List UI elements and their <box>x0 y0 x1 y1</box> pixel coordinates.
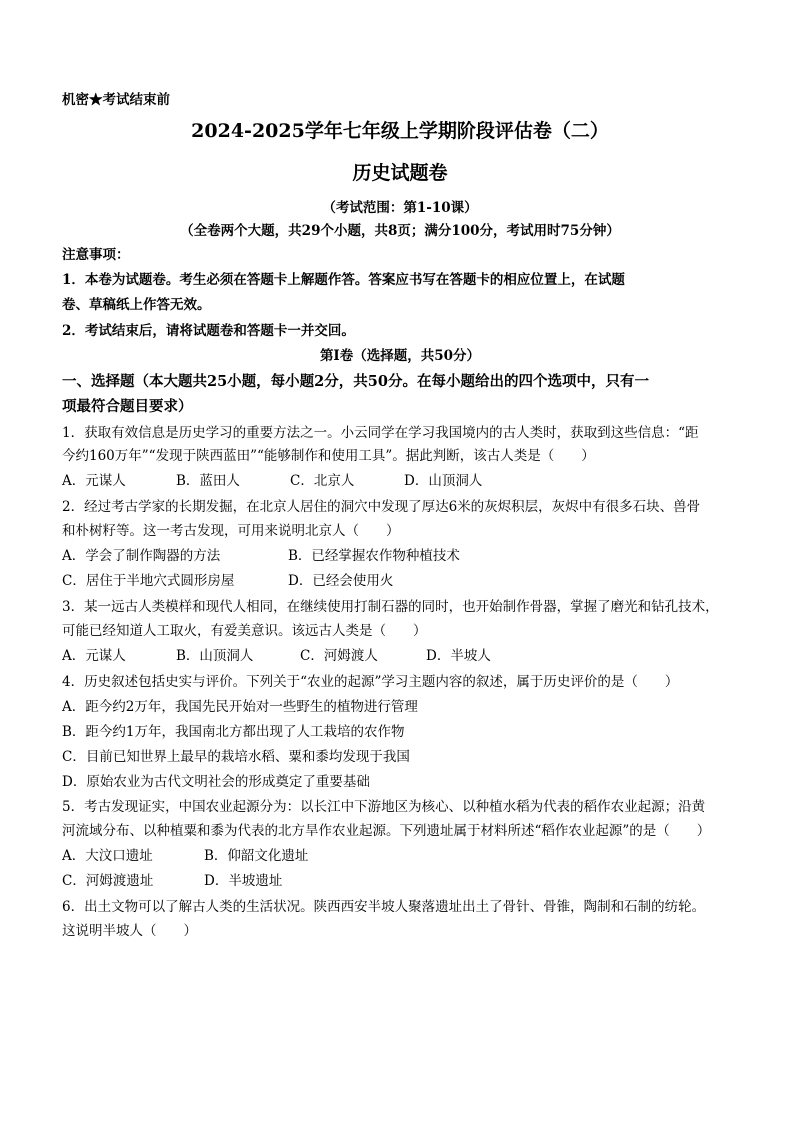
option-a: A．学会了制作陶器的方法 <box>62 548 221 564</box>
question-6-stem-cont: 这说明半坡人（ ） <box>62 923 197 939</box>
question-4-stem: 4．历史叙述包括史实与评价。下列关于“农业的起源”学习主题内容的叙述，属于历史评价的是（ ） <box>62 674 679 690</box>
option-a: A．元谋人 <box>62 473 126 489</box>
option-b: B．已经掌握农作物种植技术 <box>288 548 460 564</box>
section-instructions: 一、选择题（本大题共25小题，每小题2分，共50分。在每小题给出的四个选项中，只有一 <box>62 373 649 390</box>
subject-title: 历史试题卷 <box>352 162 448 184</box>
option-d: D．原始农业为古代文明社会的形成奠定了重要基础 <box>62 774 370 790</box>
question-3-stem-cont: 可能已经知道人工取火，有爱美意识。该远古人类是（ ） <box>62 623 427 639</box>
exam-title: 2024-2025学年七年级上学期阶段评估卷（二） <box>191 120 609 142</box>
question-2-stem-cont: 和朴树籽等。这一考古发现，可用来说明北京人（ ） <box>62 523 400 539</box>
question-5-stem-cont: 河流域分布、以种植粟和黍为代表的北方旱作农业起源。下列遗址属于材料所述“稻作农业起源”的是（ ） <box>62 823 711 839</box>
option-c: C．河姆渡遗址 <box>62 873 154 889</box>
option-b: B．蓝田人 <box>176 473 240 489</box>
option-a: A．大汶口遗址 <box>62 848 153 864</box>
question-2-stem: 2．经过考古学家的长期发掘，在北京人居住的洞穴中发现了厚达6米的灰烬积层，灰烬中有很多石块、兽骨 <box>62 499 701 515</box>
notice-heading: 注意事项： <box>62 247 130 263</box>
confidential-mark: 机密★考试结束前 <box>62 92 170 108</box>
notice-item-1-cont: 卷、草稿纸上作答无效。 <box>62 297 211 313</box>
option-c: C．居住于半地穴式圆形房屋 <box>62 573 235 589</box>
option-a: A．距今约2万年，我国先民开始对一些野生的植物进行管理 <box>62 699 418 715</box>
question-3-stem: 3．某一远古人类模样和现代人相同，在继续使用打制石器的同时，也开始制作骨器，掌握了磨光和钻孔技术， <box>62 599 719 615</box>
option-d: D．山顶洞人 <box>404 473 483 489</box>
part1-heading: 第Ⅰ卷（选择题，共50分） <box>319 348 481 364</box>
option-d: D．半坡遗址 <box>204 873 283 889</box>
option-a: A．元谋人 <box>62 648 126 664</box>
exam-info: （全卷两个大题，共29个小题，共8页；满分100分，考试用时75分钟） <box>180 223 620 239</box>
question-1-stem: 1．获取有效信息是历史学习的重要方法之一。小云同学在学习我国境内的古人类时，获取到这些信息：“距 <box>62 425 699 441</box>
question-1-stem-cont: 今约160万年”“发现于陕西蓝田”“能够制作和使用工具”。据此判断，该古人类是（ ） <box>62 448 595 464</box>
option-b: B．距今约1万年，我国南北方都出现了人工栽培的农作物 <box>62 724 405 740</box>
notice-item-1: 1．本卷为试题卷。考生必须在答题卡上解题作答。答案应书写在答题卡的相应位置上，在试题 <box>62 272 625 288</box>
option-c: C．北京人 <box>290 473 355 489</box>
option-b: B．山顶洞人 <box>176 648 254 664</box>
exam-scope: （考试范围：第1-10课） <box>322 200 478 216</box>
question-5-stem: 5．考古发现证实，中国农业起源分为：以长江中下游地区为核心、以种植水稻为代表的稻作农业起源；沿黄 <box>62 799 706 815</box>
option-d: D．已经会使用火 <box>288 573 394 589</box>
notice-item-2: 2．考试结束后，请将试题卷和答题卡一并交回。 <box>62 323 355 339</box>
option-c: C．河姆渡人 <box>300 648 378 664</box>
question-6-stem: 6．出土文物可以了解古人类的生活状况。陕西西安半坡人聚落遗址出土了骨针、骨锥，陶制和石制的纺轮。 <box>62 899 706 915</box>
option-d: D．半坡人 <box>426 648 491 664</box>
option-b: B．仰韶文化遗址 <box>204 848 309 864</box>
section-instructions-cont: 项最符合题目要求） <box>62 398 193 415</box>
option-c: C．目前已知世界上最早的栽培水稻、粟和黍均发现于我国 <box>62 749 410 765</box>
